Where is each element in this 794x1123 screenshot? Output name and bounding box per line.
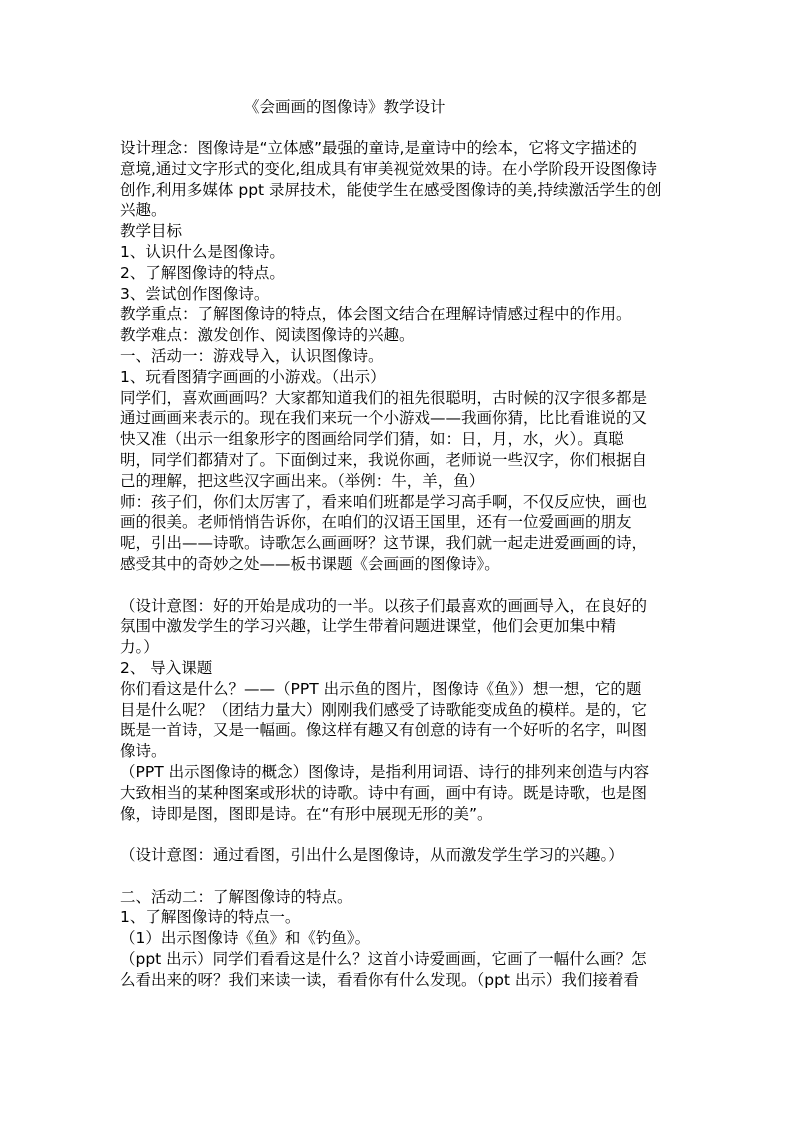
text-line: 像，诗即是图，图即是诗。在“有形中展现无形的美”。 <box>120 804 493 823</box>
text-line: 快又准（出示一组象形字的图画给同学们猜，如：日，月，水，火）。真聪 <box>120 430 624 449</box>
blank-line <box>120 824 668 845</box>
paragraph <box>120 367 668 388</box>
text-line: （PPT 出示图像诗的概念）图像诗，是指利用词语、诗行的排列来创造与内容 <box>120 762 650 781</box>
paragraph <box>120 824 668 845</box>
paragraph <box>120 679 668 762</box>
text-line: 通过画画来表示的。现在我们来玩一个小游戏——我画你猜，比比看谁说的又 <box>120 409 648 428</box>
text-line: 创作,利用多媒体 ppt 录屏技术，能使学生在感受图像诗的美,持续激活学生的创 <box>120 180 662 199</box>
paragraph <box>120 845 668 866</box>
blank-line <box>120 866 668 887</box>
text-line: 一、活动一：游戏导入，认识图像诗。 <box>120 346 384 365</box>
paragraph <box>120 866 668 887</box>
text-line: 2、了解图像诗的特点。 <box>120 263 285 282</box>
paragraph <box>120 575 668 596</box>
text-line: 兴趣。 <box>120 201 167 220</box>
text-line: 教学难点：激发创作、阅读图像诗的兴趣。 <box>120 326 415 345</box>
text-line: 2、 导入课题 <box>120 658 213 677</box>
text-line: 明，同学们都猜对了。下面倒过来，我说你画，老师说一些汉字，你们根据自 <box>120 450 648 469</box>
text-line: 既是一首诗，又是一幅画。像这样有趣又有创意的诗有一个好听的名字，叫图 <box>120 721 648 740</box>
paragraph <box>120 596 668 658</box>
paragraph <box>120 263 668 284</box>
text-line: 目是什么呢？（团结力量大）刚刚我们感受了诗歌能变成鱼的模样。是的，它 <box>120 700 648 719</box>
paragraph <box>120 887 668 908</box>
paragraph <box>120 346 668 367</box>
paragraph <box>120 221 668 242</box>
document-body <box>120 138 668 991</box>
paragraph <box>120 949 668 991</box>
text-line: （设计意图：通过看图，引出什么是图像诗，从而激发学生学习的兴趣。） <box>120 846 624 865</box>
paragraph <box>120 762 668 824</box>
text-line: 画的很美。老师悄悄告诉你，在咱们的汉语王国里，还有一位爱画画的朋友 <box>120 513 632 532</box>
paragraph <box>120 284 668 305</box>
paragraph <box>120 325 668 346</box>
document-title: 《会画画的图像诗》教学设计 <box>244 98 446 116</box>
text-line: 1、了解图像诗的特点一。 <box>120 908 301 927</box>
text-line: 同学们，喜欢画画吗？大家都知道我们的祖先很聪明，古时候的汉字很多都是 <box>120 388 648 407</box>
text-line: 意境,通过文字形式的变化,组成具有审美视觉效果的诗。在小学阶段开设图像诗 <box>120 159 657 178</box>
text-line: 设计理念：图像诗是“立体感”最强的童诗,是童诗中的绘本，它将文字描述的 <box>120 139 637 157</box>
paragraph <box>120 138 668 221</box>
paragraph <box>120 388 668 492</box>
text-line: 教学目标 <box>120 222 183 241</box>
text-line: （ppt 出示）同学们看看这是什么？这首小诗爱画画，它画了一幅什么画？怎 <box>120 950 647 969</box>
text-line: 师：孩子们，你们太厉害了，看来咱们班都是学习高手啊，不仅反应快，画也 <box>120 492 648 511</box>
text-line: 呢，引出——诗歌。诗歌怎么画画呀？这节课，我们就一起走进爱画画的诗， <box>120 534 648 553</box>
paragraph <box>120 658 668 679</box>
paragraph <box>120 242 668 263</box>
text-line: 像诗。 <box>120 742 167 761</box>
paragraph <box>120 304 668 325</box>
text-line: 力。） <box>120 638 159 657</box>
text-line: 1、认识什么是图像诗。 <box>120 242 285 261</box>
blank-line <box>120 575 668 596</box>
text-line: 感受其中的奇妙之处——板书课题《会画画的图像诗》。 <box>120 554 500 573</box>
paragraph <box>120 928 668 949</box>
text-line: 氛围中激发学生的学习兴趣，让学生带着问题进课堂，他们会更加集中精 <box>120 617 617 636</box>
text-line: 二、活动二：了解图像诗的特点。 <box>120 887 353 906</box>
text-line: 1、玩看图猜字画画的小游戏。（出示） <box>120 367 386 386</box>
text-line: 己的理解，把这些汉字画出来。（举例：牛，羊，鱼） <box>120 471 485 490</box>
paragraph <box>120 907 668 928</box>
text-line: 你们看这是什么？——（PPT 出示鱼的图片，图像诗《鱼》）想一想，它的题 <box>120 679 642 698</box>
text-line: （设计意图：好的开始是成功的一半。以孩子们最喜欢的画画导入，在良好的 <box>120 596 648 615</box>
text-line: 大致相当的某种图案或形状的诗歌。诗中有画，画中有诗。既是诗歌，也是图 <box>120 783 648 802</box>
paragraph <box>120 492 668 575</box>
text-line: 教学重点：了解图像诗的特点，体会图文结合在理解诗情感过程中的作用。 <box>120 305 632 324</box>
text-line: 3、尝试创作图像诗。 <box>120 284 270 303</box>
text-line: （1）出示图像诗《鱼》和《钓鱼》。 <box>120 929 371 948</box>
text-line: 么看出来的呀？我们来读一读，看看你有什么发现。（ppt 出示）我们接着看 <box>120 970 639 989</box>
